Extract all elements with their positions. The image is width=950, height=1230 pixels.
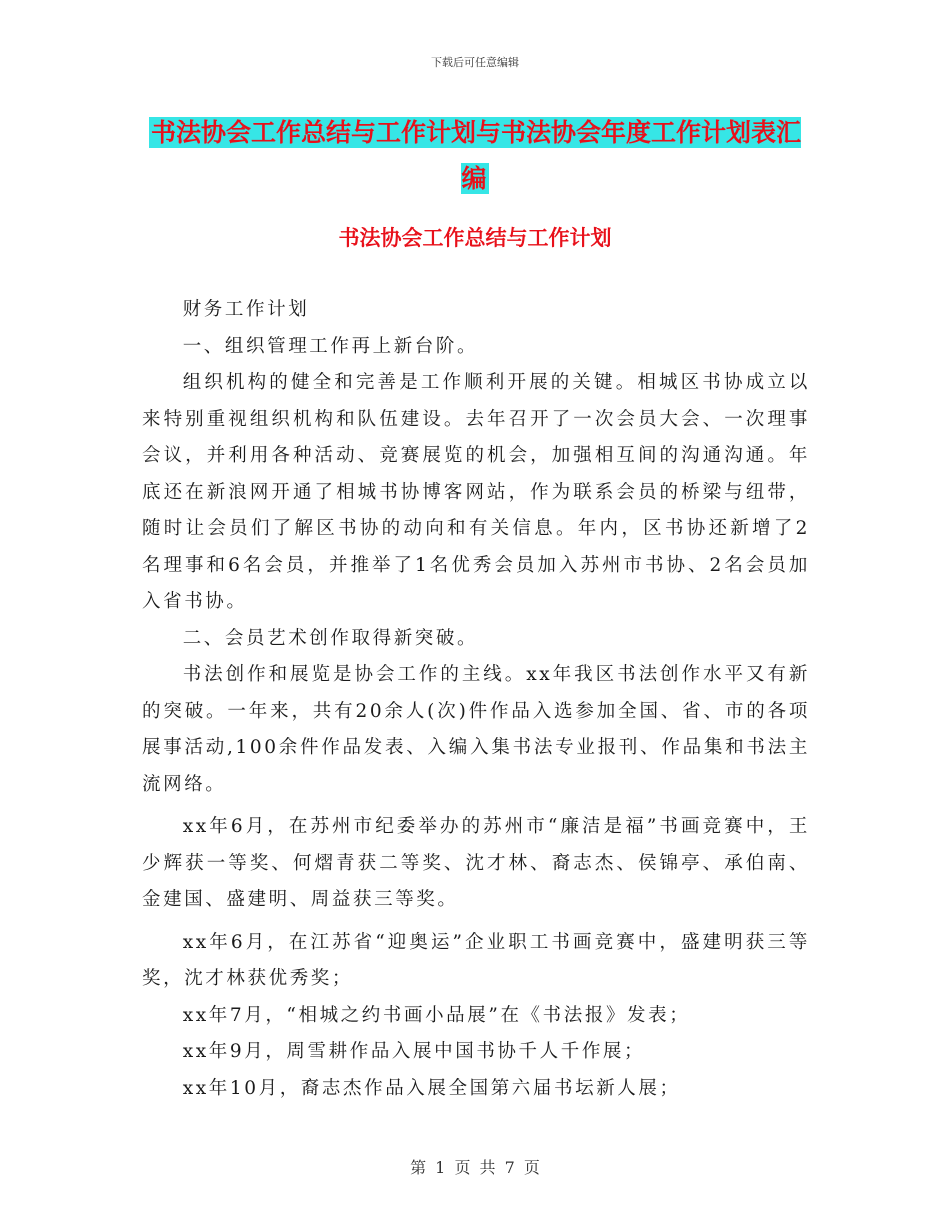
paragraph: 组织机构的健全和完善是工作顺利开展的关键。相城区书协成立以来特别重视组织机构和队伍建设。去年召开了一次会员大会、一次理事会议，并利用各种活动、竞赛展览的机会，加强相互间的沟通沟通。年底还在新浪网开通了相城书协博客网站，作为联系会员的桥梁与纽带，随时让会员们了解区书协的动向和有关信息。年内，区书协还新增了2名理事和6名会员，并推举了1名优秀会员加入苏州市书协、2名会员加入省书协。 <box>142 372 810 612</box>
document-title-text: 书法协会工作总结与工作计划与书法协会年度工作计划表汇编 <box>150 118 801 193</box>
header-note: 下载后可任意编辑 <box>431 56 519 69</box>
paragraph: 一、组织管理工作再上新台阶。 <box>182 335 479 357</box>
document-title <box>140 110 810 202</box>
paragraph: 财务工作计划 <box>182 299 310 320</box>
body-text <box>142 292 810 1107</box>
paragraph: xx年6月，在苏州市纪委举办的苏州市“廉洁是福”书画竞赛中，王少辉获一等奖、何熠青获二等奖、沈才林、裔志杰、侯锦亭、承伯南、金建国、盛建明、周益获三等奖。 <box>142 816 810 910</box>
paragraph: xx年6月，在江苏省“迎奥运”企业职工书画竞赛中，盛建明获三等奖，沈才林获优秀奖； <box>142 931 810 989</box>
paragraph: xx年9月，周雪耕作品入展中国书协千人千作展； <box>182 1041 646 1062</box>
paragraph: xx年10月，裔志杰作品入展全国第六届书坛新人展； <box>182 1077 681 1099</box>
paragraph: xx年7月，“相城之约书画小品展”在《书法报》发表； <box>182 1004 691 1026</box>
page-footer: 第 1 页 共 7 页 <box>410 1158 540 1177</box>
paragraph: 二、会员艺术创作取得新突破。 <box>182 627 479 649</box>
section-title: 书法协会工作总结与工作计划 <box>338 226 612 250</box>
paragraph: 书法创作和展览是协会工作的主线。xx年我区书法创作水平又有新的突破。一年来，共有20余人(次)件作品入选参加全国、省、市的各项展事活动,100余件作品发表、入编入集书法专业报刊、作品集和书法主流网络。 <box>142 664 810 795</box>
